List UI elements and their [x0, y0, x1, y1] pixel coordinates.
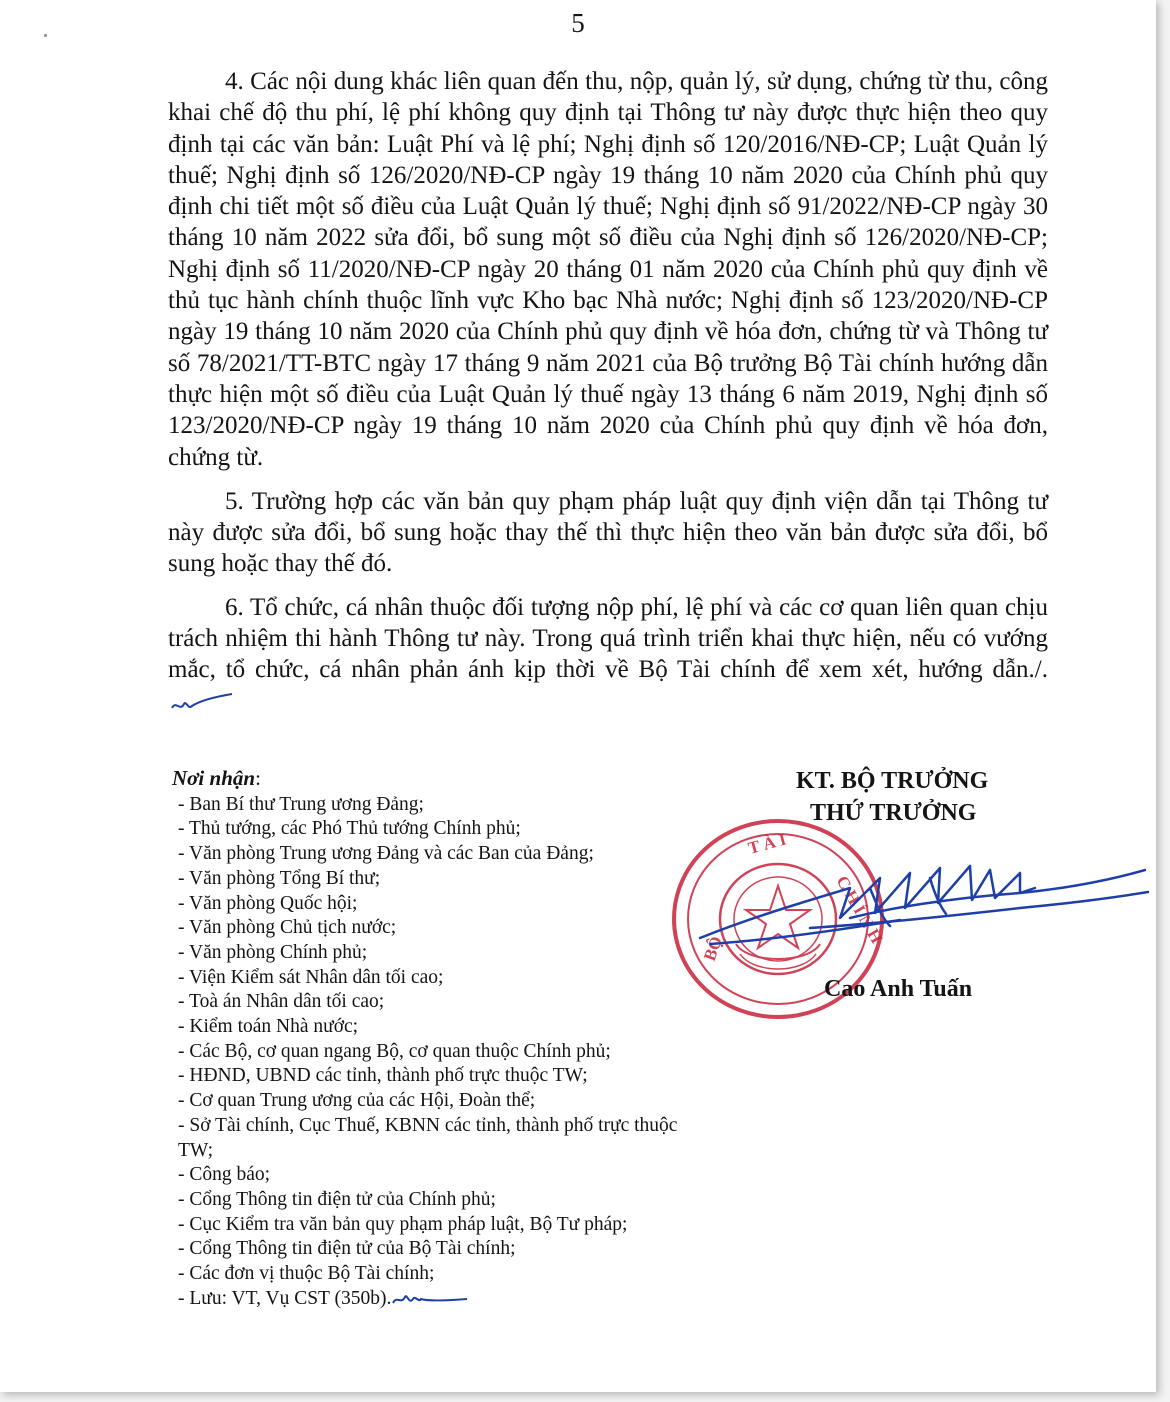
recipients-title-text: Nơi nhận	[172, 766, 256, 790]
list-item: - Cục Kiểm tra văn bản quy phạm pháp luật, Bộ Tư pháp;	[178, 1213, 628, 1235]
list-item: - Văn phòng Chính phủ;	[178, 941, 368, 963]
list-item: - Ban Bí thư Trung ương Đảng;	[178, 793, 424, 815]
recipients-title	[172, 766, 712, 791]
list-item: - Thủ tướng, các Phó Thủ tướng Chính phủ;	[178, 818, 521, 840]
document-body	[168, 66, 1048, 729]
list-item: - Văn phòng Trung ương Đảng và các Ban của Đảng;	[178, 843, 594, 865]
list-item: - Viện Kiểm sát Nhân dân tối cao;	[178, 966, 444, 988]
list-item: - Toà án Nhân dân tối cao;	[178, 991, 385, 1013]
initial-scribble	[168, 690, 238, 716]
paragraph-5: 5. Trường hợp các văn bản quy phạm pháp luật quy định viện dẫn tại Thông tư này được sửa đổi, bổ sung hoặc thay thế thì thực hiện theo văn bản được sửa đổi, bổ sung hoặc thay thế đó.	[168, 487, 1048, 578]
signer-name: Cao Anh Tuấn	[824, 976, 973, 1002]
list-item: - Công báo;	[178, 1164, 271, 1186]
signer-title-secondary: THỨ TRƯỞNG	[810, 800, 977, 826]
list-item: - HĐND, UBND các tỉnh, thành phố trực thuộc TW;	[178, 1065, 588, 1087]
handwritten-note	[391, 1287, 469, 1311]
list-item: - Các Bộ, cơ quan ngang Bộ, cơ quan thuộc Chính phủ;	[178, 1040, 611, 1062]
recipients-block	[172, 766, 712, 1311]
svg-text:BỘ: BỘ	[699, 933, 727, 964]
handwritten-signature	[690, 848, 1160, 968]
recipients-title-colon: :	[255, 766, 261, 790]
list-item: - Văn phòng Chủ tịch nước;	[178, 917, 397, 939]
list-item: - Văn phòng Quốc hội;	[178, 892, 358, 914]
paragraph-6	[168, 592, 1048, 717]
svg-text:T À I: T À I	[746, 829, 789, 858]
page-number: 5	[571, 8, 585, 38]
paragraph-4: 4. Các nội dung khác liên quan đến thu, nộp, quản lý, sử dụng, chứng từ thu, công khai chế độ thu phí, lệ phí không quy định tại Thông tư này được thực hiện theo quy định tại các văn bản: Luật Phí và lệ phí; Nghị định số 120/2016/NĐ-CP; Luật Quản lý thuế; Nghị định số 126/2020/NĐ-CP ngày 19 tháng 10 năm 2020 của Chính phủ quy định chi tiết một số điều của Luật Quản lý thuế; Nghị định số 91/2022/NĐ-CP ngày 30 tháng 10 năm 2022 sửa đổi, bổ sung một số điều của Nghị định số 126/2020/NĐ-CP; Nghị định số 11/2020/NĐ-CP ngày 20 tháng 01 năm 2020 của Chính phủ quy định về thủ tục hành chính thuộc lĩnh vực Kho bạc Nhà nước; Nghị định số 123/2020/NĐ-CP ngày 19 tháng 10 năm 2020 của Chính phủ quy định về hóa đơn, chứng từ và Thông tư số 78/2021/TT-BTC ngày 17 tháng 9 năm 2021 của Bộ trưởng Bộ Tài chính hướng dẫn thực hiện một số điều của Luật Quản lý thuế ngày 13 tháng 6 năm 2019, Nghị định số 123/2020/NĐ-CP ngày 19 tháng 10 năm 2020 của Chính phủ quy định về hóa đơn, chứng từ.	[168, 68, 1048, 471]
paragraph-6-text: 6. Tổ chức, cá nhân thuộc đối tượng nộp phí, lệ phí và các cơ quan liên quan chịu trách nhiệm thi hành Thông tư này. Trong quá trình triển khai thực hiện, nếu có vướng mắc, tổ chức, cá nhân phản ánh kịp thời về Bộ Tài chính để xem xét, hướng dẫn./.	[168, 593, 1048, 684]
list-item: - Các đơn vị thuộc Bộ Tài chính;	[178, 1263, 435, 1285]
list-item: - Cổng Thông tin điện tử của Bộ Tài chính;	[178, 1238, 516, 1260]
list-item: - Văn phòng Tổng Bí thư;	[178, 867, 381, 889]
list-item: - Cơ quan Trung ương của các Hội, Đoàn thể;	[178, 1090, 536, 1112]
recipients-list	[172, 793, 712, 1312]
list-item: - Kiểm toán Nhà nước;	[178, 1016, 359, 1038]
svg-text:C H Í N H: C H Í N H	[832, 872, 887, 947]
list-item	[172, 1287, 712, 1312]
list-item: - Cổng Thông tin điện tử của Chính phủ;	[178, 1188, 496, 1210]
list-item: - Sở Tài chính, Cục Thuế, KBNN các tỉnh, thành phố trực thuộc TW;	[178, 1114, 678, 1161]
signer-title-primary: KT. BỘ TRƯỞNG	[796, 768, 989, 794]
list-item-text: - Lưu: VT, Vụ CST (350b).	[178, 1287, 392, 1309]
